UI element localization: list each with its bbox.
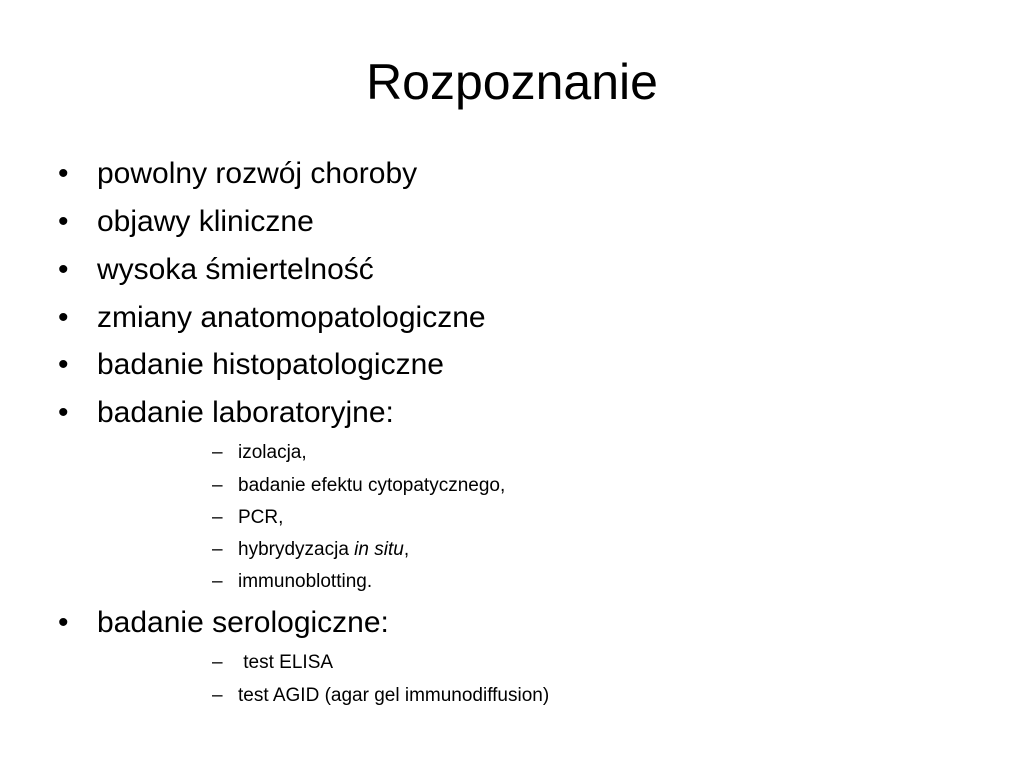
bullet-icon: • xyxy=(58,157,69,190)
dash-icon: – xyxy=(212,685,223,706)
dash-icon: – xyxy=(212,652,223,673)
italic-term: in situ xyxy=(354,539,404,560)
sub-bullet-text: immunoblotting. xyxy=(238,571,373,592)
bullet-text: badanie serologiczne: xyxy=(97,606,389,639)
bullet-icon: • xyxy=(58,348,69,381)
bullet-icon: • xyxy=(58,301,69,334)
dash-icon: – xyxy=(212,507,223,528)
sub-bullet-text-part: hybrydyzacja xyxy=(238,539,355,560)
bullet-icon: • xyxy=(58,253,69,286)
sub-bullet-text: test ELISA xyxy=(238,652,334,673)
sub-bullet-text: izolacja, xyxy=(238,442,307,463)
bullet-text: objawy kliniczne xyxy=(97,205,314,238)
bullet-icon: • xyxy=(58,205,69,238)
bullet-text: zmiany anatomopatologiczne xyxy=(97,301,486,334)
sub-bullet-text xyxy=(238,538,409,562)
sub-bullet-text: PCR, xyxy=(238,507,284,528)
sub-bullet-text-part: , xyxy=(403,539,410,560)
bullet-text: badanie laboratoryjne: xyxy=(97,396,394,429)
dash-icon: – xyxy=(212,442,223,463)
dash-icon: – xyxy=(212,539,223,560)
bullet-icon: • xyxy=(58,606,69,639)
dash-icon: – xyxy=(212,571,223,592)
bullet-text: wysoka śmiertelność xyxy=(97,253,374,286)
sub-bullet-text: badanie efektu cytopatycznego, xyxy=(238,475,506,496)
bullet-text: badanie histopatologiczne xyxy=(97,348,444,381)
bullet-icon: • xyxy=(58,396,69,429)
dash-icon: – xyxy=(212,475,223,496)
bullet-text: powolny rozwój choroby xyxy=(97,157,418,190)
slide-title: Rozpoznanie xyxy=(366,54,658,110)
sub-bullet-text: test AGID (agar gel immunodiffusion) xyxy=(238,685,550,706)
